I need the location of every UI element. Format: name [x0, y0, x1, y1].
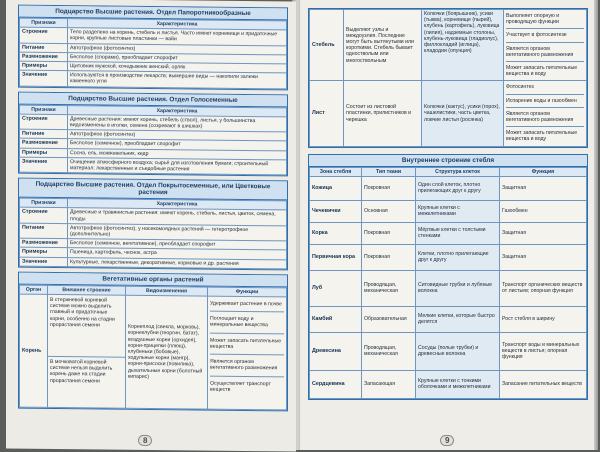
col-header: Внешнее строение [48, 285, 126, 295]
function-item: Является органом вегетативного размножения [506, 108, 584, 127]
col-header: Функции [208, 287, 287, 297]
row-label: Значение [20, 257, 68, 267]
left-page [6, 0, 296, 452]
col-header: Характеристика [68, 19, 287, 30]
row-value: Очищение атмосферного воздуха; сырьё для изготовления бумаги; строительный материал; лекарственные и съедобные растения [68, 157, 287, 175]
function-item: Осуществляет транспорт веществ [210, 380, 271, 393]
structure-cell: Выделяют узлы и междоузлия. Последние могут быть вытянутыми или короткими. Стебель бывает одностволым или многоствольным [344, 10, 422, 81]
table-row [310, 332, 587, 370]
cells-cell: Крупные клетки с межклетниками [416, 200, 500, 222]
page-number-right: 9 [440, 435, 454, 446]
col-header: Характеристика [68, 199, 287, 210]
structure-cell [48, 294, 126, 408]
function-cell: Транспорт воды и минеральных веществ в листья; опорная функция [500, 332, 587, 370]
col-header: Тип ткани [362, 167, 416, 176]
zone-label: Первичная кора [310, 244, 362, 270]
row-label: Примеры [20, 148, 68, 158]
page-edge [594, 0, 598, 450]
zone-label: Камбий [310, 306, 362, 332]
col-header: Характеристика [68, 105, 287, 116]
organ-label: Стебель [310, 10, 344, 81]
fern-table-title: Подцарство Высшие растения. Отдел Папоротникообразные [19, 6, 287, 21]
zone-label: Древесина [310, 332, 362, 370]
fern-table-block [18, 5, 288, 90]
stem-structure-table [309, 167, 587, 399]
row-label: Строение [20, 27, 68, 43]
gymno-table [19, 104, 287, 175]
veg-organs-table [19, 284, 287, 410]
organ-label: Корень [20, 294, 48, 407]
veg-organs-block [18, 271, 288, 411]
tissue-cell: Покровная [362, 244, 416, 270]
row-value: Автотрофное (фотосинтез), у насекомоядных растений — гетеротрофное (дополнительно) [68, 223, 287, 241]
row-value: Бесполое (спорами), преобладает спорофит [68, 52, 287, 63]
function-cell: Запасание питательных веществ [500, 370, 587, 398]
function-item: Выполняет опорную и проводящую функции [506, 10, 584, 29]
function-item: Может запасать питательные вещества и воду [506, 130, 578, 143]
cells-cell: Сосуды (полые трубки) и древесные волокна [416, 332, 500, 370]
structure-taproot: В стержневой корневой системе можно выделить главный и придаточные корни, особенно на стадии прорастания семени [48, 295, 125, 358]
row-value: Сосна, ель, можжевельник, кедр [68, 148, 287, 159]
row-label: Размножение [20, 238, 68, 248]
row-label: Питание [20, 129, 68, 139]
row-value: Бесполое (семенное, вегетативное), преобладает спорофит [68, 239, 287, 250]
angio-table [19, 198, 287, 269]
zone-label: Луб [310, 270, 362, 306]
row-value: Тело разделено на корень, стебель и листья. Часто имеют корневище и придаточные корни, крупные листовые пластинки — вайи [68, 28, 287, 46]
row-value: Древесные и травянистые растения: имеют корень, стебель, листья, цветок, семена, плоды [68, 208, 287, 226]
col-header: Структура клеток [416, 167, 500, 176]
cells-cell: Мелкие клетки, которые быстро делятся [416, 306, 500, 332]
page-number-left: 8 [138, 435, 152, 446]
row-value: Древесные растения: имеют корень, стебель (ствол), листья, у большинства видоизменены в иголки, семена (созревают в шишках) [68, 114, 287, 132]
tissue-cell: Основная [362, 200, 416, 222]
row-label: Размножение [20, 139, 68, 149]
table-row [20, 257, 287, 269]
table-row [20, 157, 287, 175]
functions-cell [208, 296, 287, 410]
function-cell: Газообмен [500, 200, 587, 222]
zone-label: Корка [310, 222, 362, 244]
row-value: Автотрофное (фотосинтез) [68, 43, 287, 54]
cells-cell: Ситовидные трубки и лубяные волокна [416, 270, 500, 306]
table-row [20, 294, 287, 410]
cells-cell: Крупные клетки с тонкими оболочками и межклетниками [416, 370, 500, 398]
modifications-cell: Колючки (кактус), усики (горох), чашелистики, часть цветка, ловчие листья (росянка) [422, 81, 504, 146]
tissue-cell: Проводящая, механическая [362, 332, 416, 370]
function-cell: Транспорт органических веществ от листьев; опорная функция [500, 270, 587, 306]
tissue-cell: Проводящая, механическая [362, 270, 416, 306]
row-value: Автотрофное (фотосинтез) [68, 130, 287, 141]
table-row [20, 70, 287, 88]
row-label: Значение [20, 70, 68, 86]
functions-cell [504, 81, 587, 146]
col-header: Зона стебля [310, 167, 362, 176]
right-page [300, 0, 598, 450]
gymno-table-block [18, 91, 288, 176]
zone-label: Чечевички [310, 200, 362, 222]
function-cell: Защитная [500, 244, 587, 270]
row-label: Значение [20, 157, 68, 173]
table-row [310, 222, 587, 244]
row-value: Бесполое (семенное), преобладает спорофит [68, 139, 287, 150]
row-value: Используются в производстве лекарств; вымершие виды — накопили залежи каменного угля [68, 71, 287, 89]
function-item: Может запасать питательные вещества и воду [506, 65, 578, 78]
function-item: Фотосинтез [506, 81, 584, 94]
col-header: Орган [20, 285, 48, 294]
table-row [310, 81, 587, 146]
tissue-cell: Покровная [362, 176, 416, 200]
structure-cell: Состоит из листовой пластинки, прилистников и черешка [344, 81, 422, 146]
col-header: Признаки [20, 105, 68, 115]
organs-continued-table [309, 9, 587, 147]
tissue-cell: Образовательная [362, 306, 416, 332]
function-item: Является органом вегетативного размножения [506, 43, 584, 62]
cells-cell: Мёртвые клетки с толстыми стенками [416, 222, 500, 244]
function-item: Является органом вегетативного размножения [210, 355, 284, 377]
modifications-cell: Колючки (боярышник), усики (тыква), корневище (пырей), клубень (картофель), луковица (лилия), надземные столоны, клубень-луковица (гладиолус), филлокладий (иглица), кладодии (опунция) [422, 10, 504, 81]
function-item: Удерживает растение в почве [210, 297, 284, 313]
col-header: Функция [500, 167, 587, 176]
stem-structure-title: Внутреннее строение стебля [309, 155, 587, 167]
table-row [310, 10, 587, 81]
zone-label: Сердцевина [310, 370, 362, 398]
col-header: Видоизменения [126, 286, 208, 296]
table-row [310, 306, 587, 332]
col-header: Признаки [20, 18, 68, 28]
table-row [310, 176, 587, 200]
row-label: Строение [20, 208, 68, 224]
cells-cell: Один слой клеток, плотно прилегающих друг к другу [416, 176, 500, 200]
row-label: Примеры [20, 248, 68, 258]
tissue-cell: Покровная [362, 222, 416, 244]
row-label: Примеры [20, 61, 68, 71]
cells-cell: Клетки, плотно прилегающие друг к другу [416, 244, 500, 270]
row-value: Пшеница, картофель, чеснок, астра [68, 248, 287, 259]
zone-label: Кожица [310, 176, 362, 200]
row-label: Питание [20, 43, 68, 53]
col-header: Признаки [20, 198, 68, 208]
row-label: Размножение [20, 52, 68, 62]
fern-table [19, 18, 287, 89]
table-row [310, 244, 587, 270]
function-item: Поглощает воду и минеральные вещества [210, 312, 284, 334]
table-row [310, 200, 587, 222]
function-item: Может запасать питательные вещества [210, 333, 284, 355]
function-cell: Рост стебля в ширину [500, 306, 587, 332]
row-label: Питание [20, 223, 68, 239]
stem-structure-block [308, 154, 588, 400]
gymno-table-title: Подцарство Высшие растения. Отдел Голосеменные [19, 92, 287, 107]
row-value: Щитовник мужской, кочедыжник женский, орляк [68, 62, 287, 73]
modifications-cell: Корнеплод (свекла, морковь), корнеклубни (георгин, батат), воздушные корни (орхидея), корни-прицепки (плющ), клубеньки (бобовые), ходульные корни (мангр), корни-присоски (повилика), дыхательные корни (болотный кипарис) [126, 295, 208, 409]
table-row [310, 370, 587, 398]
organ-label: Лист [310, 81, 344, 146]
angio-table-block [18, 178, 288, 270]
row-label: Строение [20, 114, 68, 130]
function-item: Испарение воды и газообмен [506, 95, 584, 108]
organs-continued-block [308, 8, 588, 148]
row-value: Культурные, лекарственные, декоративные, кормовые и др. растения [68, 257, 287, 268]
tissue-cell: Запасающая [362, 370, 416, 398]
function-cell: Защитная [500, 176, 587, 200]
veg-organs-title: Вегетативные органы растений [19, 272, 287, 287]
function-cell: Защитная [500, 222, 587, 244]
functions-cell [504, 10, 587, 81]
angio-table-title: Подцарство Высшие растения. Отдел Покрытосеменные, или Цветковые растения [19, 179, 287, 201]
structure-fibrous: В мочковатой корневой системе нельзя выделить корень даже на стадии прорастания семени [50, 359, 113, 385]
function-item: Участвует в фотосинтезе [506, 29, 584, 42]
table-row [310, 270, 587, 306]
